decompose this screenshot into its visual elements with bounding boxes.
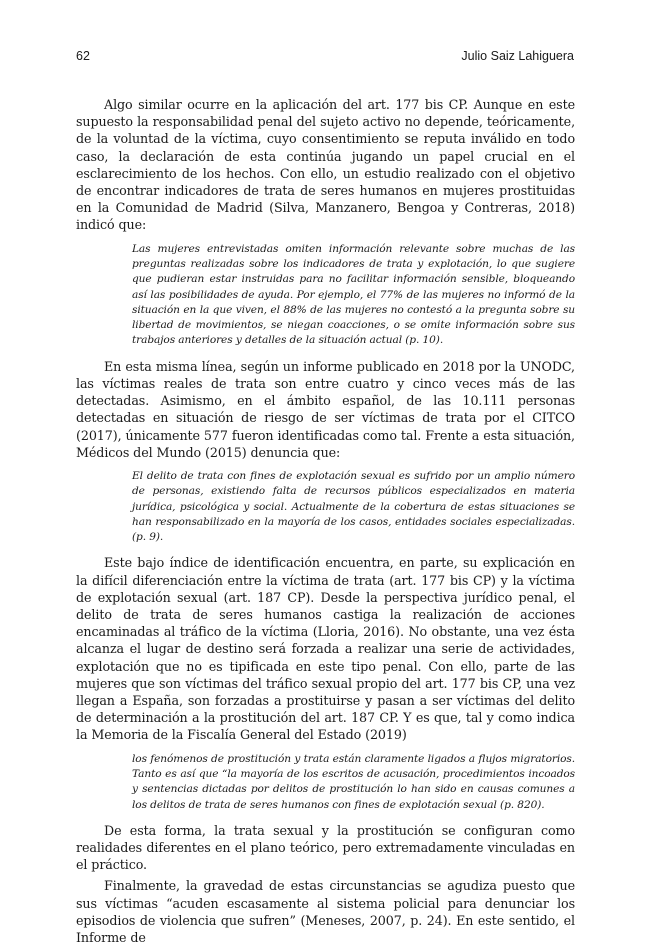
paragraph-misma-linea: En esta misma línea, según un informe publicado en 2018 por la UNODC, las víctimas reales de trata son entre cuatro y cinco veces más de las detectadas. Asimismo, en el ámbito español, de las 10.111 personas detectadas en situación de riesgo de ser víctimas de trata por el CITCO (2017), únicamente 577 fueron identificadas como tal. Frente a esta situación, Médicos del Mundo (2015) denuncia que: (76, 358, 575, 460)
block-quote-medicos-del-mundo: El delito de trata con fines de explotación sexual es sufrido por un amplio número de personas, existiendo falta de recursos públicos especializados en materia jurídica, psicológica y social. Actualmente de la cobertura de estas situaciones se han responsabilizado en la mayoría de los casos, entidades sociales especializadas. (p. 9). (132, 469, 575, 544)
page-body (76, 96, 575, 950)
paragraph-bajo-indice: Este bajo índice de identificación encuentra, en parte, su explicación en la difícil diferenciación entre la víctima de trata (art. 177 bis CP) y la víctima de explotación sexual (art. 187 CP). Desde la perspectiva jurídico penal, el delito de trata de seres humanos castiga la realización de acciones encaminadas al tráfico de la víctima (Lloria, 2016). No obstante, una vez ésta alcanza el lugar de destino será forzada a realizar una serie de actividades, explotación que no es tipificada en este tipo penal. Con ello, parte de las mujeres que son víctimas del tráfico sexual propio del art. 177 bis CP, una vez llegan a España, son forzadas a prostituirse y pasan a ser víctimas del delito de determinación a la prostitución del art. 187 CP. Y es que, tal y como indica la Memoria de la Fiscalía General del Estado (2019) (76, 555, 575, 743)
running-author: Julio Saiz Lahiguera (461, 49, 574, 63)
page-number: 62 (76, 49, 90, 63)
paragraph-algo-similar: Algo similar ocurre en la aplicación del art. 177 bis CP. Aunque en este supuesto la responsabilidad penal del sujeto activo no depende, teóricamente, de la voluntad de la víctima, cuyo consentimiento se reputa inválido en todo caso, la declaración de esta continúa jugando un papel crucial en el esclarecimiento de los hechos. Con ello, un estudio realizado con el objetivo de encontrar indicadores de trata de seres humanos en mujeres prostituidas en la Comunidad de Madrid (Silva, Manzanero, Bengoa y Contreras, 2018) indicó que: (76, 97, 575, 233)
paragraph-finalmente: Finalmente, la gravedad de estas circunstancias se agudiza puesto que sus víctimas “acuden escasamente al sistema policial para denunciar los episodios de violencia que sufren” (Meneses, 2007, p. 24). En este sentido, el Informe de (76, 878, 575, 946)
paragraph-de-esta-forma: De esta forma, la trata sexual y la prostitución se configuran como realidades diferentes en el plano teórico, pero extremadamente vinculadas en el práctico. (76, 822, 575, 873)
block-quote-silva: Las mujeres entrevistadas omiten información relevante sobre muchas de las preguntas realizadas sobre los indicadores de trata y explotación, lo que sugiere que pudieran estar instruidas para no facilitar información sensible, bloqueando así las posibilidades de ayuda. Por ejemplo, el 77% de las mujeres no informó de la situación en la que viven, el 88% de las mujeres no contestó a la pregunta sobre su libertad de movimientos, se niegan coacciones, o se omite información sobre sus trabajos anteriores y detalles de la situación actual (p. 10). (132, 242, 575, 347)
running-header (76, 49, 574, 63)
block-quote-fiscalia: los fenómenos de prostitución y trata están claramente ligados a flujos migratorios. Tanto es así que “la mayoría de los escritos de acusación, procedimientos incoados y sentencias dictadas por delitos de prostitución lo han sido en causas comunes a los delitos de trata de seres humanos con fines de explotación sexual (p. 820). (132, 752, 575, 811)
